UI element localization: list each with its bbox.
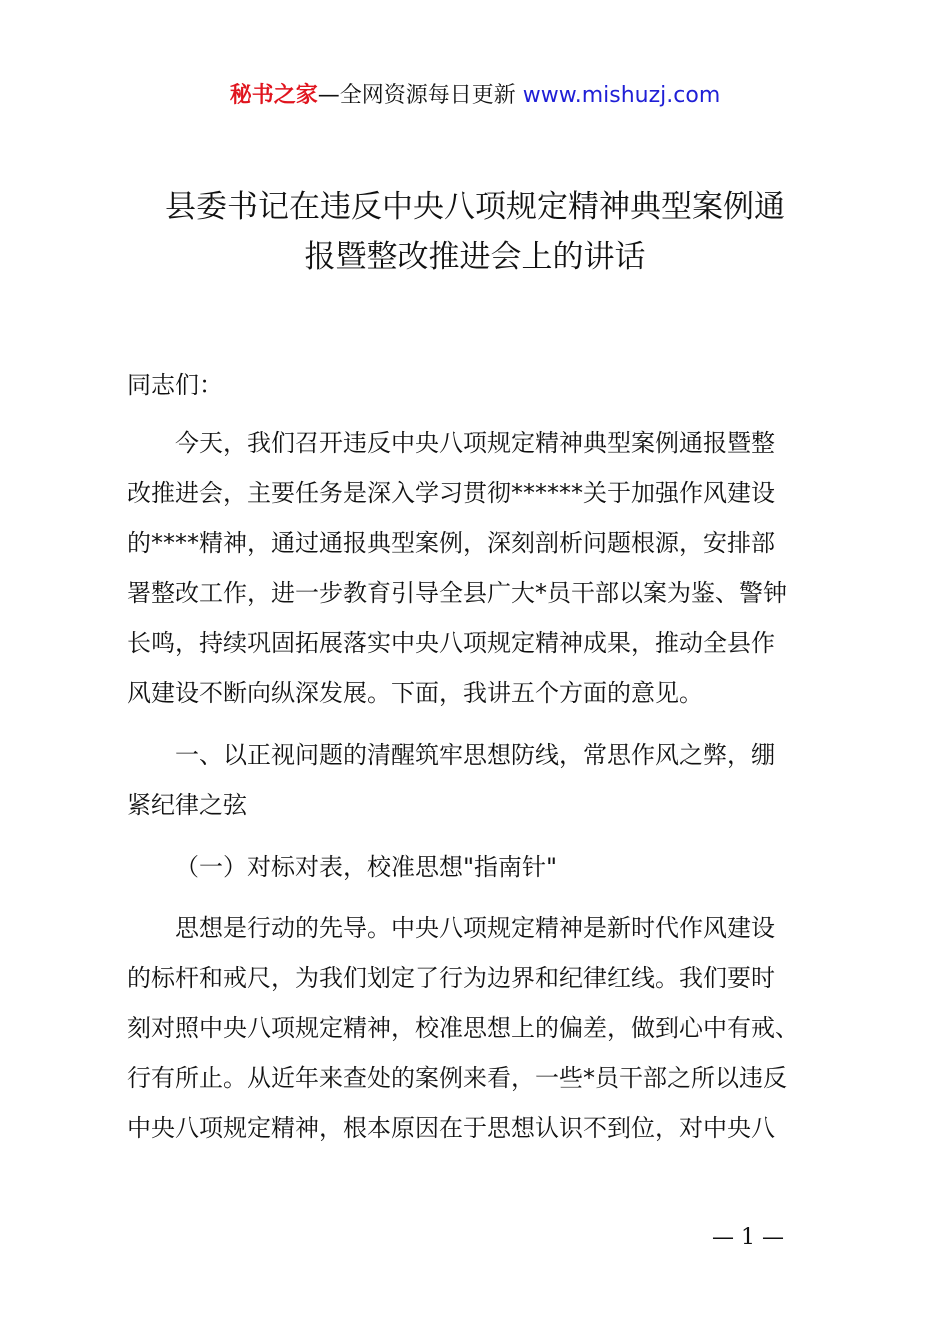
site-brand: 秘书之家 (229, 83, 318, 108)
document-title (100, 182, 850, 282)
paragraph-line: 思想是行动的先导。中央八项规定精神是新时代作风建设 (175, 914, 775, 942)
paragraph-line: 的****精神，通过通报典型案例，深刻剖析问题根源，安排部 (127, 529, 775, 557)
paragraph-line: 行有所止。从近年来查处的案例来看，一些*员干部之所以违反 (127, 1064, 787, 1092)
heading-line: 一、以正视问题的清醒筑牢思想防线，常思作风之弊，绷 (175, 741, 775, 769)
paragraph-line: 中央八项规定精神，根本原因在于思想认识不到位，对中央八 (127, 1114, 775, 1142)
section-heading-1 (127, 730, 833, 830)
title-line-2: 报暨整改推进会上的讲话 (304, 239, 646, 275)
subsection-heading-1 (127, 842, 833, 892)
paragraph-line: 刻对照中央八项规定精神，校准思想上的偏差，做到心中有戒、 (127, 1014, 799, 1042)
paragraph-intro (127, 418, 833, 718)
site-header (0, 80, 950, 112)
paragraph-line: 风建设不断向纵深发展。下面，我讲五个方面的意见。 (127, 679, 703, 707)
page-number: — 1 — (712, 1225, 784, 1250)
paragraph-line: 改推进会，主要任务是深入学习贯彻******关于加强作风建设 (127, 479, 775, 507)
paragraph-thought (127, 903, 833, 1153)
site-url-link[interactable]: www.mishuzj.com (522, 83, 721, 108)
site-tagline: —全网资源每日更新 (317, 83, 523, 108)
heading-line: 紧纪律之弦 (127, 791, 247, 819)
title-line-1: 县委书记在违反中央八项规定精神典型案例通 (165, 189, 785, 225)
paragraph-line: 署整改工作，进一步教育引导全县广大*员干部以案为鉴、警钟 (127, 579, 787, 607)
paragraph-line: 今天，我们召开违反中央八项规定精神典型案例通报暨整 (175, 429, 775, 457)
paragraph-line: 的标杆和戒尺，为我们划定了行为边界和纪律红线。我们要时 (127, 964, 775, 992)
salutation: 同志们： (127, 371, 223, 399)
paragraph-line: 长鸣，持续巩固拓展落实中央八项规定精神成果，推动全县作 (127, 629, 775, 657)
subheading-line: （一）对标对表，校准思想"指南针" (175, 853, 558, 881)
